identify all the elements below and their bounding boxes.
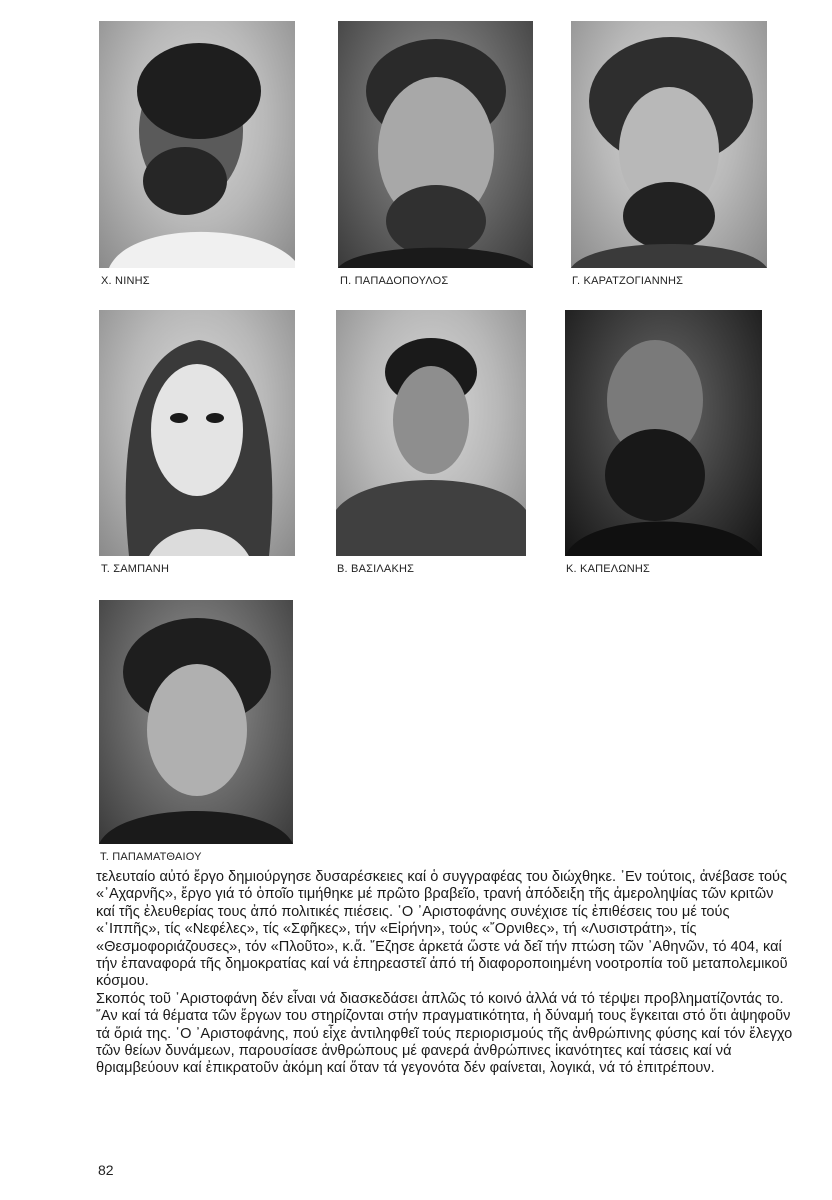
portrait-photo-kapelonis: [565, 310, 762, 556]
portrait-silhouette-icon: [565, 310, 762, 556]
portrait-silhouette-icon: [336, 310, 526, 556]
portrait-silhouette-icon: [99, 600, 293, 844]
caption-kapelonis: Κ. ΚΑΠΕΛΩΝΗΣ: [566, 563, 651, 575]
portrait-photo-karatzogiannis: [571, 21, 767, 268]
portrait-silhouette-icon: [338, 21, 533, 268]
article-body: [96, 869, 796, 1078]
caption-papamatthaiou: Τ. ΠΑΠΑΜΑΤΘΑΙΟΥ: [100, 851, 202, 863]
caption-vasilakis: Β. ΒΑΣΙΛΑΚΗΣ: [337, 563, 415, 575]
caption-karatzogiannis: Γ. ΚΑΡΑΤΖΟΓΙΑΝΝΗΣ: [572, 275, 684, 287]
page-number: 82: [98, 1162, 114, 1178]
paragraph-aristophanes-works: τελευταίο αὐτό ἔργο δημιούργησε δυσαρέσκειες καί ὁ συγγραφέας του διώχθηκε. ᾽Εν τούτοις, ἀνέβασε τούς «᾽Αχαρνῆς», ἔργο γιά τό ὁποῖο τιμήθηκε μέ πρῶτο βραβεῖο, τρανή ἀπόδειξη τῆς ἀμεροληψίας τῶν κριτῶν καί τῆς ἐλευθερίας τους ἀπό πολιτικές πιέσεις. ῾Ο ᾽Αριστοφάνης συνέχισε τίς ἐπιθέσεις του μέ τούς «῾Ιππῆς», τίς «Νεφέλες», τίς «Σφῆκες», τήν «Εἰρήνη», τούς «῎Ορνιθες», τή «Λυσιστράτη», τίς «Θεσμοφοριάζουσες», τόν «Πλοῦτο», κ.ἄ. ῎Εζησε ἀρκετά ὥστε νά δεῖ τήν πτώση τῶν ᾽Αθηνῶν, τό 404, καί τήν ἐπαναφορά τῆς δημοκρατίας καί νά ἐπηρεαστεῖ ἀπό τή διαφοροποιημένη νοοτροπία τοῦ μεταπολεμικοῦ κόσμου.: [96, 869, 788, 990]
caption-sampani: Τ. ΣΑΜΠΑΝΗ: [101, 563, 170, 575]
portrait-photo-papamatthaiou: [99, 600, 293, 844]
portrait-photo-sampani: [99, 310, 295, 556]
portrait-photo-ninis: [99, 21, 295, 268]
portrait-photo-papadopoulos: [338, 21, 533, 268]
portrait-photo-vasilakis: [336, 310, 526, 556]
paragraph-aristophanes-purpose: Σκοπός τοῦ ᾽Αριστοφάνη δέν εἶναι νά διασκεδάσει ἁπλῶς τό κοινό ἀλλά νά τό τέρψει προβληματίζοντάς το. ῎Αν καί τά θέματα τῶν ἔργων του στηρίζονται στήν πραγματικότητα, ἡ δύναμή τους ἔγκειται στό ὅτι ἀψηφοῦν τά ὅριά της. ῾Ο ᾽Αριστοφάνης, πού εἶχε ἀντιληφθεῖ τούς περιορισμούς τῆς ἀνθρώπινης φύσης καί τόν ἔλεγχο τῶν θείων δυνάμεων, παρουσίασε ἀνθρώπους μέ φανερά ἀνθρώπινες ἱκανότητες καί τάσεις καί νά θριαμβεύουν καί ἐπικρατοῦν ἀκόμη καί ὅταν τά γεγονότα δέν φαίνεται, λογικά, νά τό ἐπιτρέπουν.: [96, 990, 793, 1077]
caption-ninis: Χ. ΝΙΝΗΣ: [101, 275, 150, 287]
portrait-silhouette-icon: [571, 21, 767, 268]
portrait-silhouette-icon: [99, 310, 295, 556]
portrait-silhouette-icon: [99, 21, 295, 268]
caption-papadopoulos: Π. ΠΑΠΑΔΟΠΟΥΛΟΣ: [340, 275, 449, 287]
